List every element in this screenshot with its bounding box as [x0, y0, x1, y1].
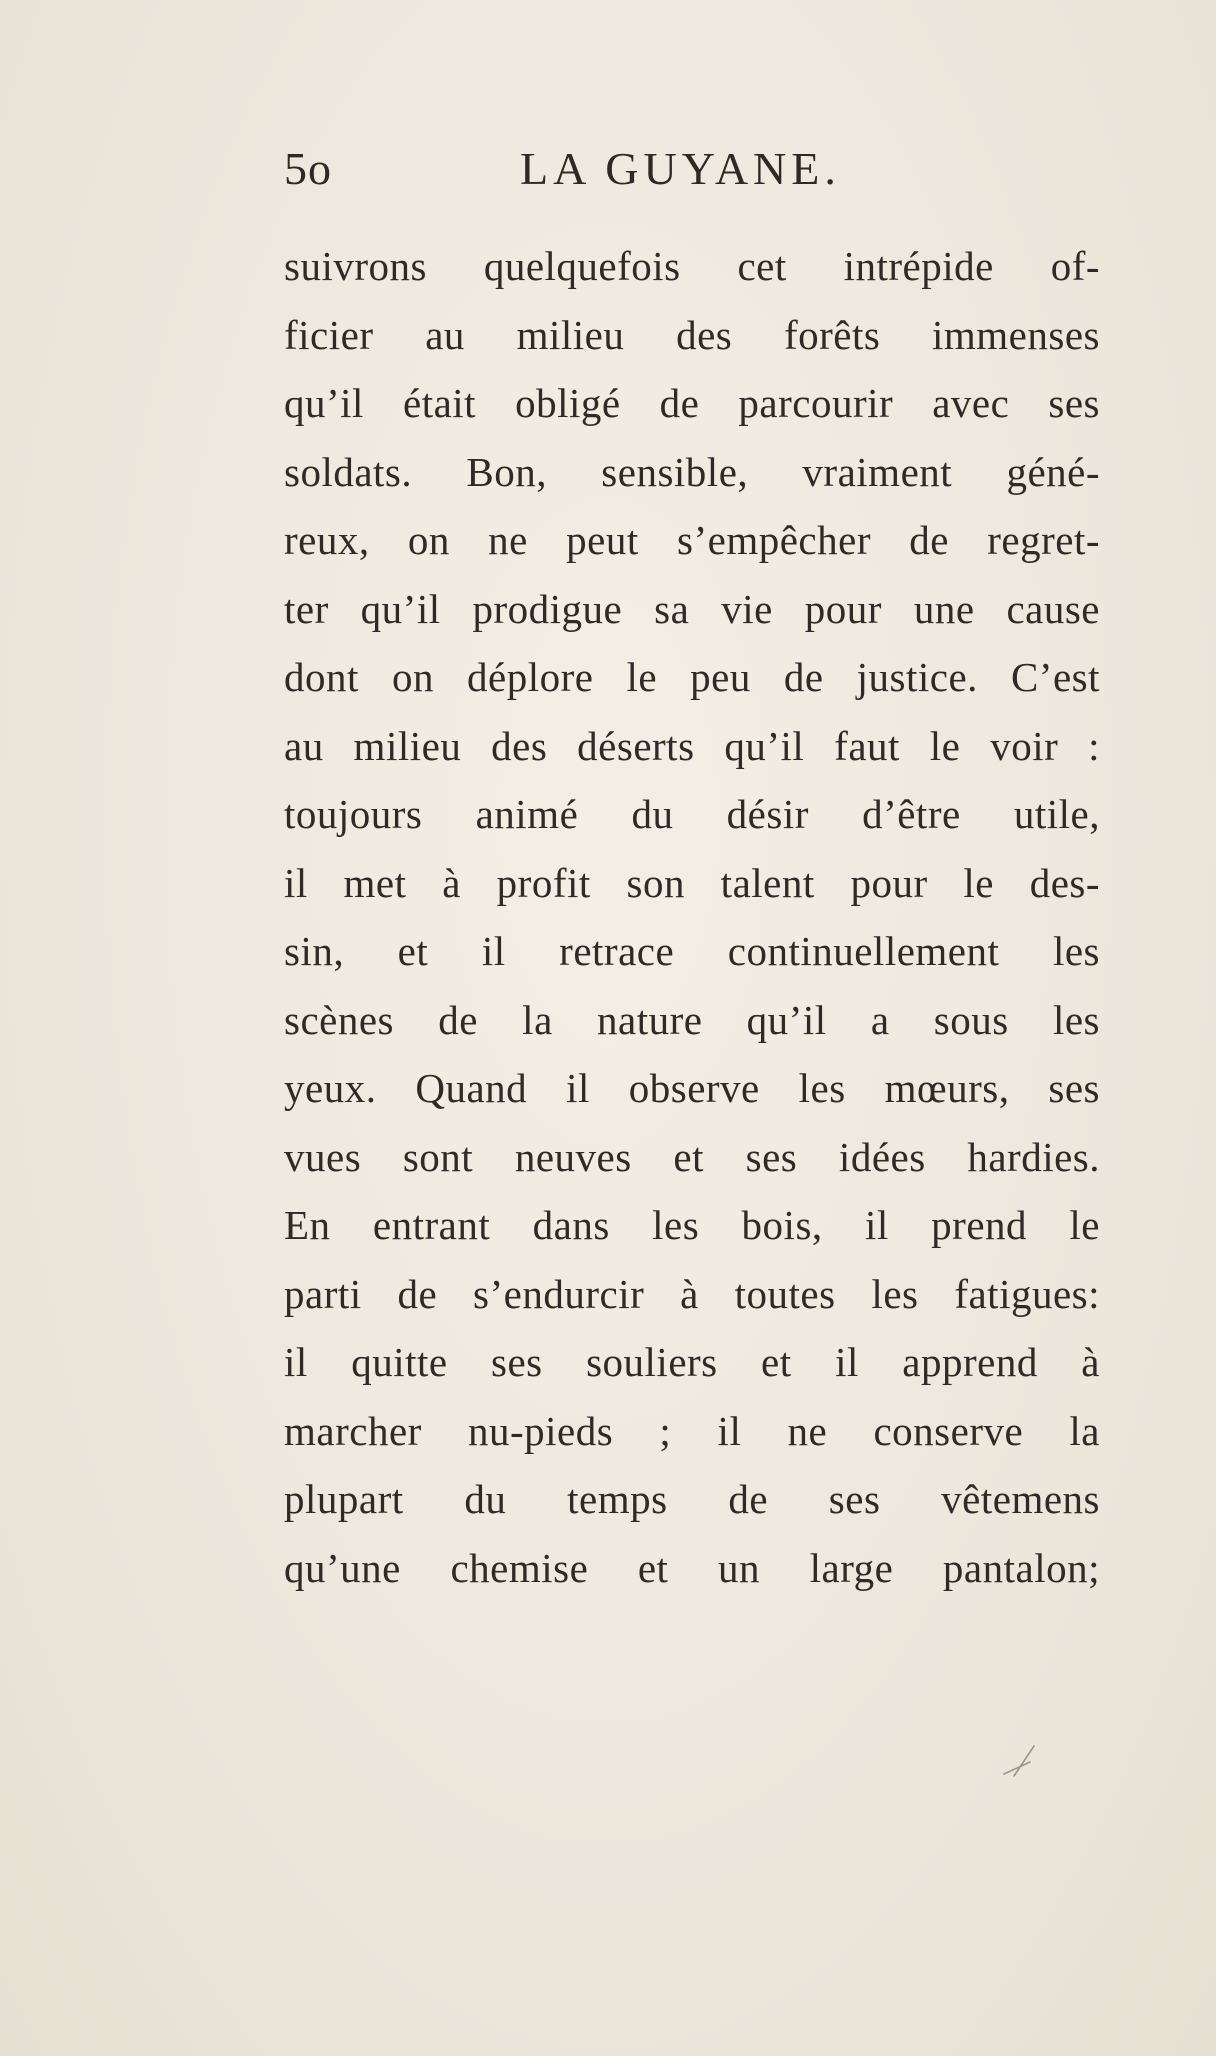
- text-line: qu’une chemise et un large pantalon;: [284, 1544, 1100, 1591]
- text-line: au milieu des déserts qu’il faut le voir :: [284, 722, 1100, 769]
- text-line: reux, on ne peut s’empêcher de regret-: [284, 517, 1100, 563]
- body-text: [284, 232, 1100, 1602]
- text-line: scènes de la nature qu’il a sous les: [284, 996, 1100, 1043]
- text-line: marcher nu-pieds ; il ne conserve la: [284, 1407, 1100, 1454]
- text-line: il quitte ses souliers et il apprend à: [284, 1339, 1100, 1385]
- running-title: LA GUYANE.: [520, 143, 841, 194]
- text-line: plupart du temps de ses vêtemens: [284, 1476, 1100, 1522]
- text-line: yeux. Quand il observe les mœurs, ses: [284, 1065, 1100, 1111]
- text-line: sin, et il retrace continuellement les: [284, 928, 1100, 974]
- running-head: [284, 142, 1104, 202]
- text-line: dont on déplore le peu de justice. C’est: [284, 654, 1100, 700]
- text-line: vues sont neuves et ses idées hardies.: [284, 1133, 1100, 1180]
- text-line: toujours animé du désir d’être utile,: [284, 791, 1100, 837]
- pencil-mark: [1000, 1740, 1060, 1780]
- text-line: En entrant dans les bois, il prend le: [284, 1202, 1100, 1248]
- text-line: suivrons quelquefois cet intrépide of-: [284, 243, 1100, 289]
- text-line: il met à profit son talent pour le des-: [284, 859, 1100, 906]
- text-line: soldats. Bon, sensible, vraiment géné-: [284, 448, 1100, 495]
- text-line: ficier au milieu des forêts immenses: [284, 311, 1100, 358]
- text-line: qu’il était obligé de parcourir avec ses: [284, 380, 1100, 426]
- text-line: parti de s’endurcir à toutes les fatigues:: [284, 1270, 1100, 1317]
- text-line: ter qu’il prodigue sa vie pour une cause: [284, 585, 1100, 632]
- page-number: 5o: [284, 143, 332, 194]
